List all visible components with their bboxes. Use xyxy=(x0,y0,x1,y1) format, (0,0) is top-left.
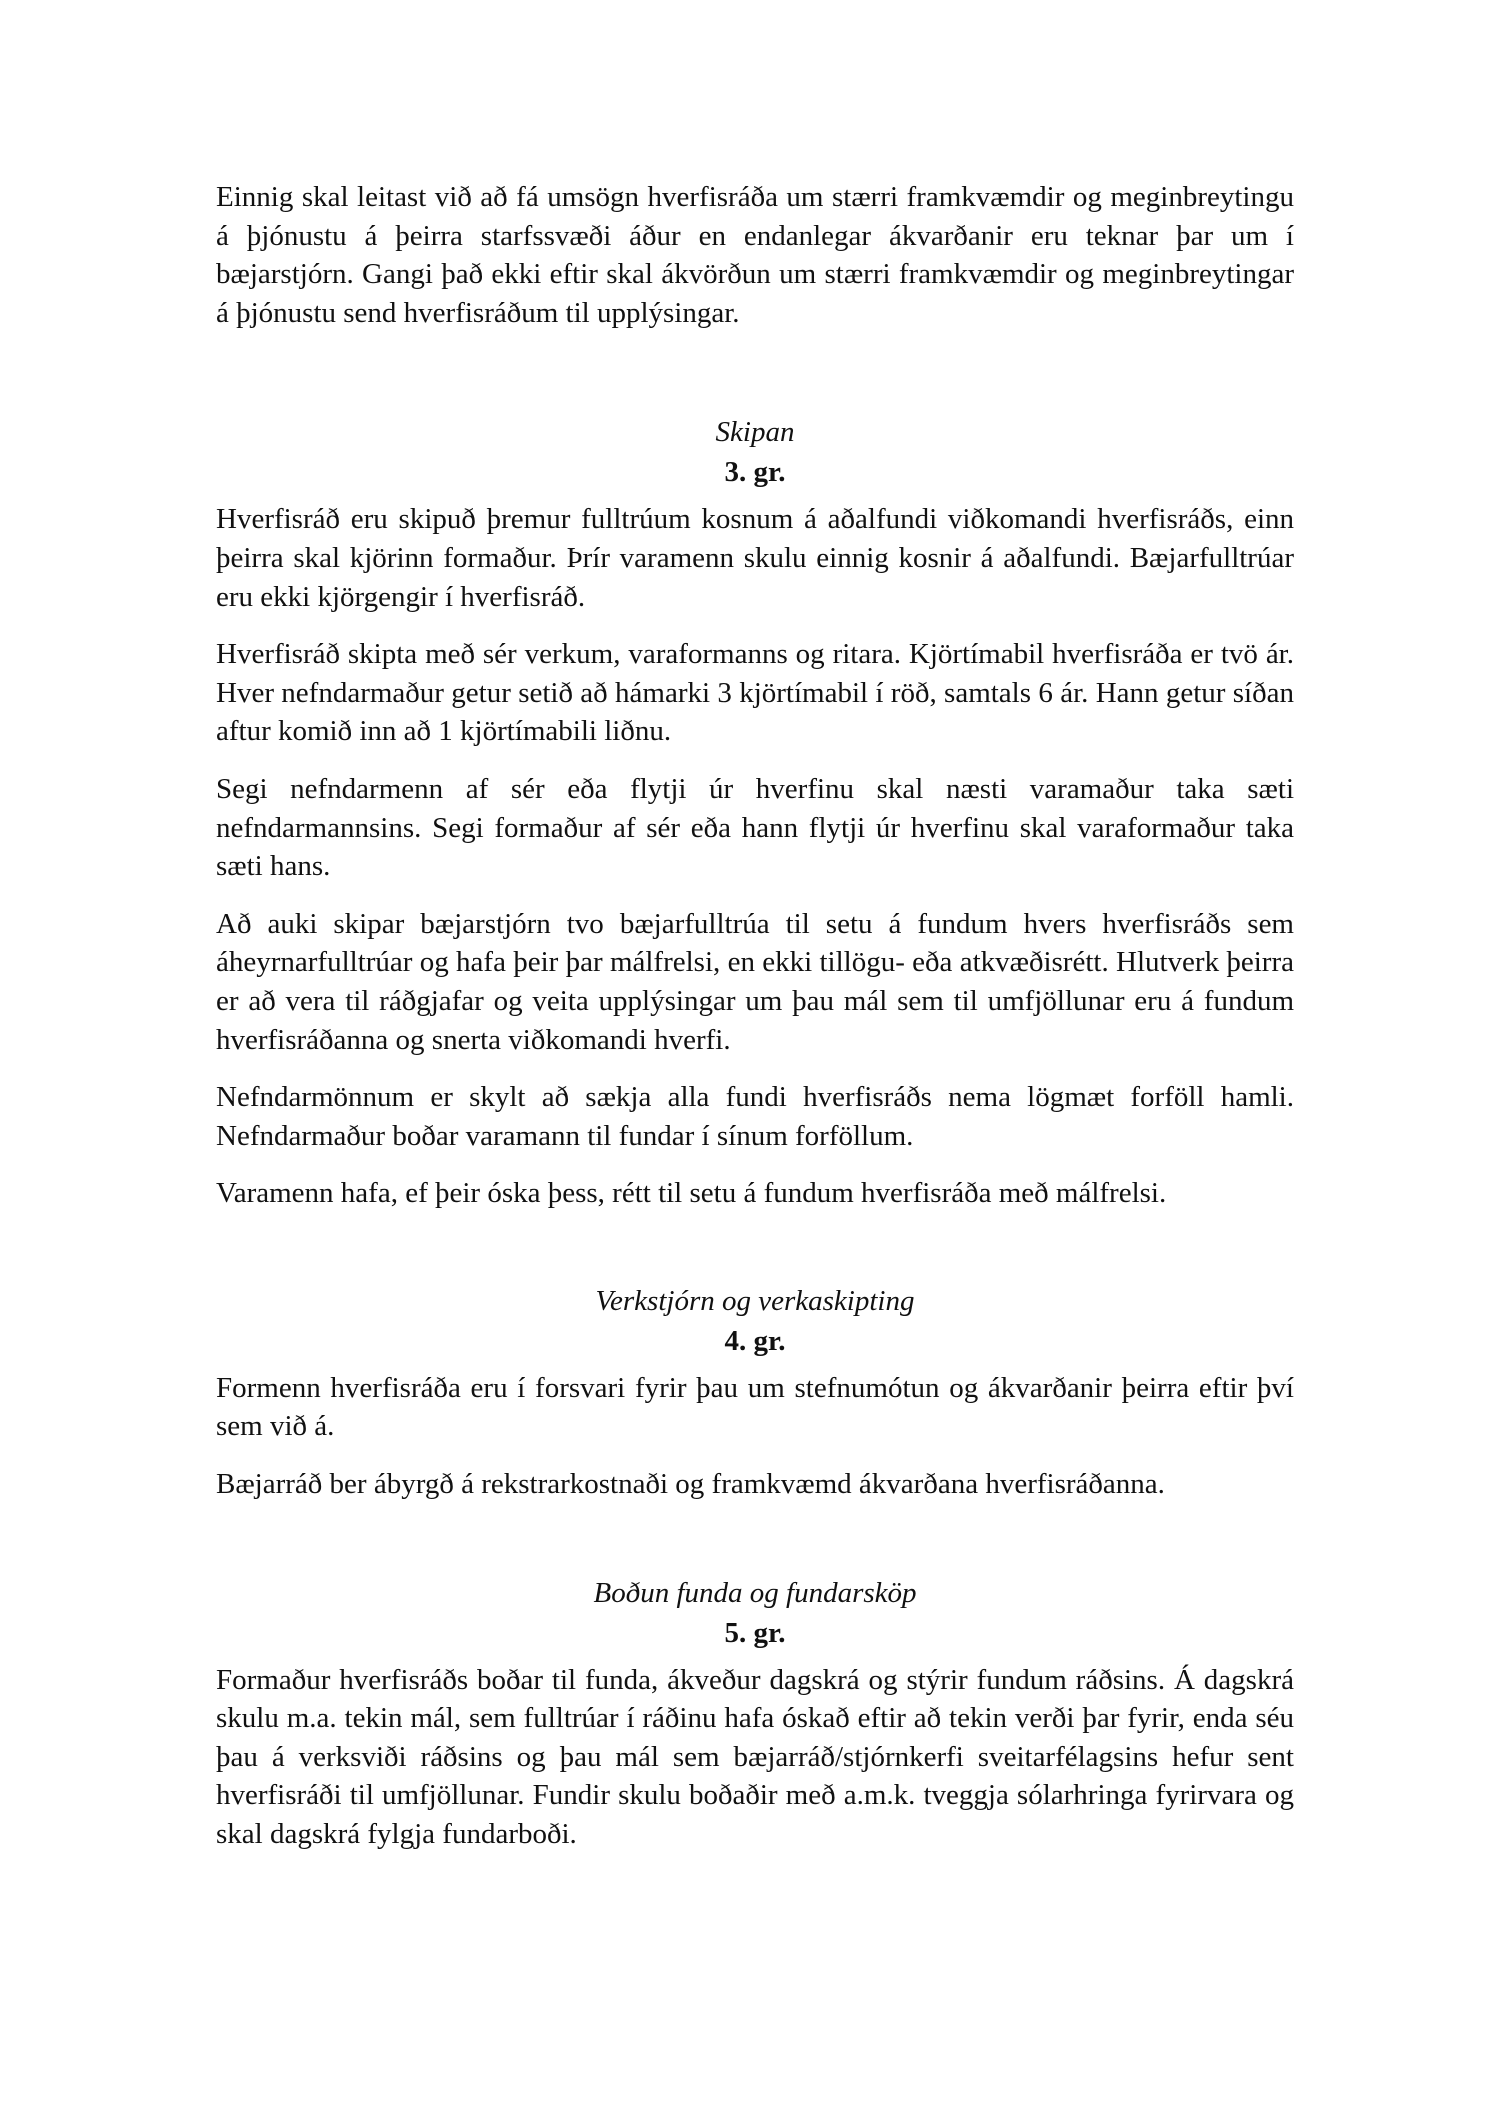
section-heading-bodun-funda xyxy=(216,1573,1294,1653)
paragraph: Formaður hverfisráðs boðar til funda, ákveður dagskrá og stýrir fundum ráðsins. Á dagskrá skulu m.a. tekin mál, sem fulltrúar í ráðinu hafa óskað eftir að tekin verði þar fyrir, enda séu þau á verksviði ráðsins og þau mál sem bæjarráð/stjórnkerfi sveitarfélagsins hefur sent hverfisráði til umfjöllunar. Fundir skulu boðaðir með a.m.k. tveggja sólarhringa fyrirvara og skal dagskrá fylgja fundarboði. xyxy=(216,1663,1294,1851)
intro-paragraph: Einnig skal leitast við að fá umsögn hverfisráða um stærri framkvæmdir og meginbreytingu á þjónustu á þeirra starfssvæði áður en endanlegar ákvarðanir eru teknar þar um í bæjarstjórn. Gangi það ekki eftir skal ákvörðun um stærri framkvæmdir og meginbreytingar á þjónustu send hverfisráðum til upplýsingar. xyxy=(216,181,1294,329)
paragraph: Hverfisráð eru skipuð þremur fulltrúum kosnum á aðalfundi viðkomandi hverfisráðs, einn þeirra skal kjörinn formaður. Þrír varamenn skulu einnig kosnir á aðalfundi. Bæjarfulltrúar eru ekki kjörgengir í hverfisráð. xyxy=(216,503,1294,613)
section-title: Skipan xyxy=(715,416,795,449)
section-title: Boðun funda og fundarsköp xyxy=(593,1576,917,1609)
section-title: Verkstjórn og verkaskipting xyxy=(595,1284,915,1317)
paragraph: Hverfisráð skipta með sér verkum, varaformanns og ritara. Kjörtímabil hverfisráða er tvö ár. Hver nefndarmaður getur setið að hámarki 3 kjörtímabil í röð, samtals 6 ár. Hann getur síðan aftur komið inn að 1 kjörtímabili liðnu. xyxy=(216,638,1294,748)
paragraph: Varamenn hafa, ef þeir óska þess, rétt til setu á fundum hverfisráða með málfrelsi. xyxy=(216,1177,1167,1210)
paragraph: Bæjarráð ber ábyrgð á rekstrarkostnaði og framkvæmd ákvarðana hverfisráðanna. xyxy=(216,1468,1165,1501)
paragraph: Segi nefndarmenn af sér eða flytji úr hverfinu skal næsti varamaður taka sæti nefndarmannsins. Segi formaður af sér eða hann flytji úr hverfinu skal varaformaður taka sæti hans. xyxy=(216,772,1294,883)
section-number: 5. gr. xyxy=(724,1616,786,1649)
section-heading-skipan xyxy=(216,412,1294,492)
section-number: 4. gr. xyxy=(724,1324,786,1357)
section-heading-verkstjorn xyxy=(216,1281,1294,1361)
paragraph: Nefndarmönnum er skylt að sækja alla fundi hverfisráðs nema lögmæt forföll hamli. Nefndarmaður boðar varamann til fundar í sínum forföllum. xyxy=(216,1081,1294,1152)
document-page xyxy=(216,178,1294,1873)
paragraph: Formenn hverfisráða eru í forsvari fyrir þau um stefnumótun og ákvarðanir þeirra eftir því sem við á. xyxy=(216,1371,1294,1443)
section-number: 3. gr. xyxy=(724,456,786,489)
paragraph: Að auki skipar bæjarstjórn tvo bæjarfulltrúa til setu á fundum hvers hverfisráðs sem áheyrnarfulltrúar og hafa þeir þar málfrelsi, en ekki tillögu- eða atkvæðisrétt. Hlutverk þeirra er að vera til ráðgjafar og veita upplýsingar um þau mál sem til umfjöllunar eru á fundum hverfisráðanna og snerta viðkomandi hverfi. xyxy=(216,907,1294,1056)
